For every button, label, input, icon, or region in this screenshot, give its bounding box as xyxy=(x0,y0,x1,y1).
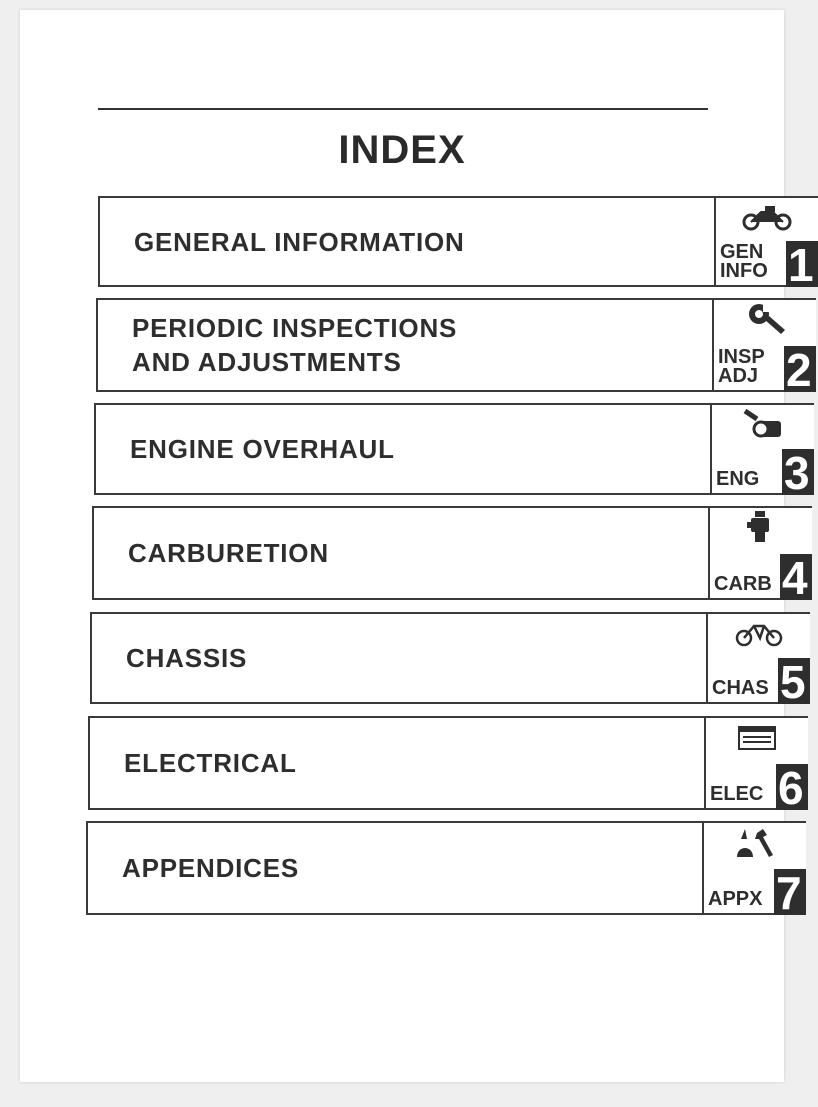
tab-number: 2 xyxy=(784,346,816,392)
bicycle-icon xyxy=(708,616,810,650)
section-chassis[interactable] xyxy=(90,612,810,708)
section-tab[interactable] xyxy=(712,298,816,396)
piston-icon xyxy=(712,407,814,441)
tab-number: 7 xyxy=(774,869,806,915)
tab-abbrev: INSP ADJ xyxy=(718,346,765,387)
tab-abbrev: CHAS xyxy=(712,677,769,699)
section-tab[interactable] xyxy=(702,821,806,919)
tab-abbrev: GEN INFO xyxy=(720,241,768,282)
section-title: GENERAL INFORMATION xyxy=(134,226,465,257)
tab-abbrev: ENG xyxy=(716,468,760,490)
section-periodic-inspections[interactable] xyxy=(96,298,816,396)
carburetor-icon xyxy=(710,510,812,544)
motorcycle-icon xyxy=(716,200,818,234)
tab-number: 3 xyxy=(782,449,814,495)
section-appendices[interactable] xyxy=(86,821,806,919)
section-tab[interactable] xyxy=(706,612,810,708)
section-title: PERIODIC INSPECTIONS AND ADJUSTMENTS xyxy=(132,313,458,377)
section-general-information[interactable] xyxy=(98,196,818,291)
tab-number: 4 xyxy=(780,554,812,600)
battery-icon xyxy=(706,720,808,754)
page-title: INDEX xyxy=(338,128,466,172)
tab-abbrev: APPX xyxy=(708,888,763,910)
section-electrical[interactable] xyxy=(88,716,808,814)
tab-abbrev: CARB xyxy=(714,573,772,595)
section-tab[interactable] xyxy=(708,506,812,604)
section-title: ENGINE OVERHAUL xyxy=(130,434,395,464)
section-tab[interactable] xyxy=(710,403,814,499)
tab-number: 6 xyxy=(776,764,808,810)
section-title: APPENDICES xyxy=(122,853,300,883)
section-title: CHASSIS xyxy=(126,643,248,673)
section-title: ELECTRICAL xyxy=(124,748,297,778)
section-title: CARBURETION xyxy=(128,538,329,568)
tab-number: 1 xyxy=(786,241,818,287)
section-engine-overhaul[interactable] xyxy=(94,403,814,499)
manual-page xyxy=(20,10,814,1082)
tools-icon xyxy=(704,825,806,859)
tab-number: 5 xyxy=(778,658,810,704)
wrench-icon xyxy=(714,302,816,336)
section-carburetion[interactable] xyxy=(92,506,812,604)
tab-abbrev: ELEC xyxy=(710,783,764,805)
section-tab[interactable] xyxy=(714,196,818,291)
top-rule xyxy=(98,108,708,110)
section-tab[interactable] xyxy=(704,716,808,814)
